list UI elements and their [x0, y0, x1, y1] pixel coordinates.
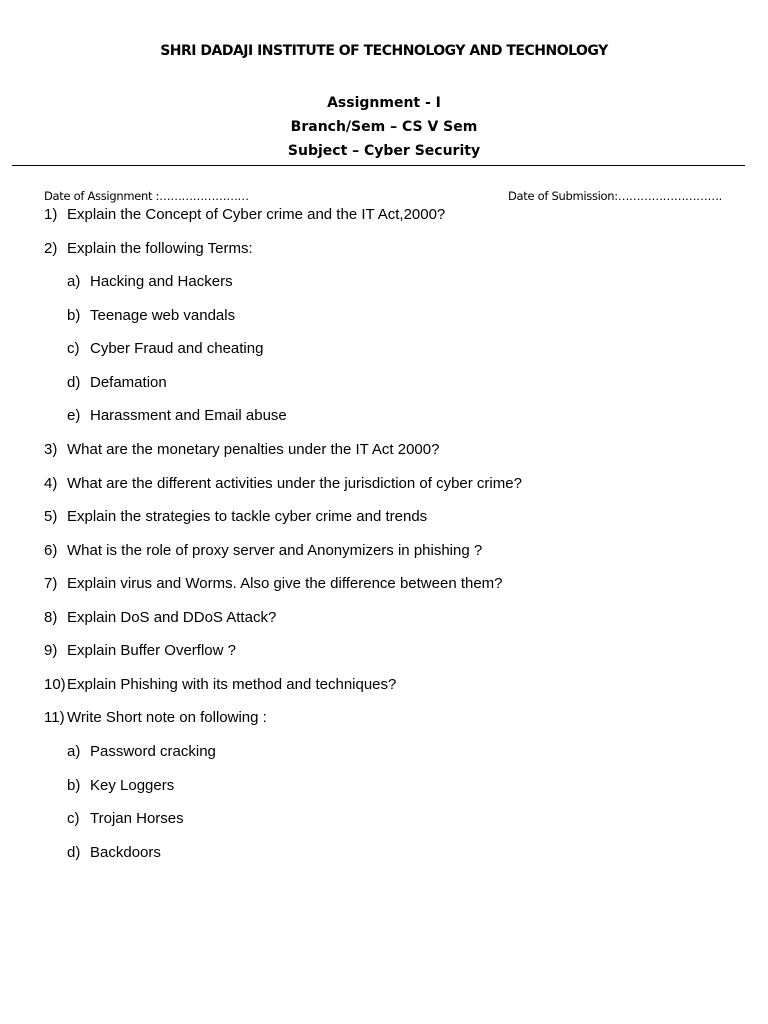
subject-line: Subject – Cyber Security	[287, 143, 481, 159]
question-number: 5)	[44, 508, 58, 525]
question-text: What is the role of proxy server and Anonymizers in phishing ?	[67, 542, 483, 559]
sub-item-letter: a)	[67, 273, 81, 290]
question-text: Explain Buffer Overflow ?	[67, 642, 236, 659]
question-text: Explain the following Terms:	[67, 240, 253, 257]
question-number: 3)	[44, 441, 58, 458]
sub-item-text: Password cracking	[90, 743, 216, 760]
sub-item-letter: a)	[67, 743, 81, 760]
sub-item-text: Backdoors	[90, 844, 161, 861]
question-text: Explain the strategies to tackle cyber crime and trends	[67, 508, 428, 525]
institute-name: SHRI DADAJI INSTITUTE OF TECHNOLOGY AND TECHNOLOGY	[160, 43, 608, 59]
question-number: 2)	[44, 240, 58, 257]
date-of-submission: Date of Submission:……………………….	[508, 189, 723, 203]
question-number: 10)	[44, 676, 66, 693]
sub-item-letter: c)	[67, 340, 80, 357]
sub-item-text: Defamation	[90, 374, 167, 391]
sub-item-text: Trojan Horses	[90, 810, 184, 827]
sub-item-letter: d)	[67, 844, 81, 861]
sub-item-text: Key Loggers	[90, 777, 175, 794]
question-text: Write Short note on following :	[67, 709, 267, 726]
question-text: Explain the Concept of Cyber crime and the IT Act,2000?	[67, 206, 446, 223]
question-number: 6)	[44, 542, 58, 559]
question-text: What are the monetary penalties under the IT Act 2000?	[67, 441, 440, 458]
assignment-title: Assignment - I	[327, 95, 441, 111]
sub-item-text: Cyber Fraud and cheating	[90, 340, 264, 357]
question-number: 7)	[44, 575, 58, 592]
sub-item-text: Harassment and Email abuse	[90, 407, 287, 424]
sub-item-text: Teenage web vandals	[90, 307, 236, 324]
question-number: 1)	[44, 206, 58, 223]
question-number: 9)	[44, 642, 58, 659]
sub-item-letter: b)	[67, 777, 81, 794]
sub-item-letter: d)	[67, 374, 81, 391]
question-number: 11)	[44, 709, 65, 726]
question-text: Explain DoS and DDoS Attack?	[67, 609, 277, 626]
date-of-assignment: Date of Assignment :……………………	[44, 189, 249, 203]
question-text: What are the different activities under the jurisdiction of cyber crime?	[67, 475, 522, 492]
sub-item-text: Hacking and Hackers	[90, 273, 233, 290]
branch-sem: Branch/Sem – CS V Sem	[290, 119, 478, 135]
question-number: 8)	[44, 609, 58, 626]
question-number: 4)	[44, 475, 58, 492]
sub-item-letter: c)	[67, 810, 80, 827]
sub-item-letter: e)	[67, 407, 81, 424]
question-text: Explain Phishing with its method and techniques?	[67, 676, 397, 693]
header-divider	[12, 165, 745, 166]
sub-item-letter: b)	[67, 307, 81, 324]
question-text: Explain virus and Worms. Also give the difference between them?	[67, 575, 503, 592]
